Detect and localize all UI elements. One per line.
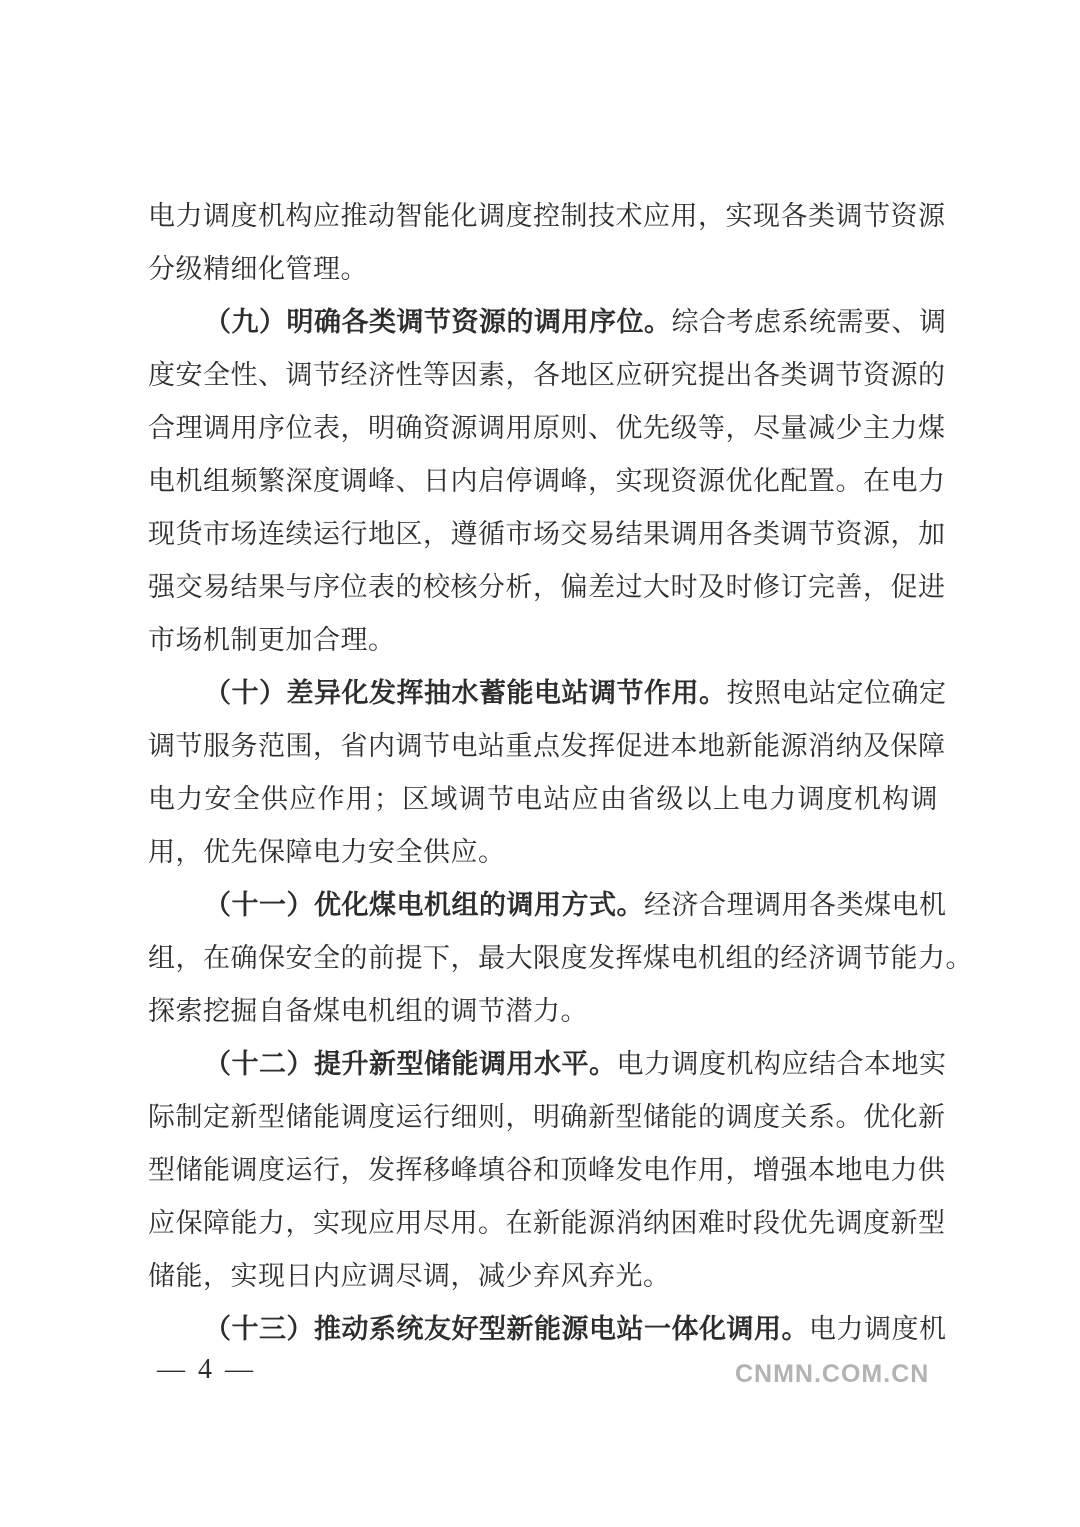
text-line [148, 508, 946, 561]
page-number: — 4 — [157, 1354, 256, 1385]
text-line [148, 402, 946, 455]
document-body [148, 190, 973, 1356]
paragraph-text: 按照电站定位确定 [726, 678, 947, 708]
paragraph-text: 调节服务范围，省内调节电站重点发挥促进本地新能源消纳及保障 [148, 731, 946, 761]
paragraph-2 [148, 667, 947, 879]
paragraph-text: 型储能调度运行，发挥移峰填谷和顶峰发电作用，增强本地电力供 [148, 1155, 946, 1185]
paragraph-text: 电力调度机构应推动智能化调度控制技术应用，实现各类调节资源 [148, 201, 946, 231]
text-line [148, 1303, 947, 1356]
paragraph-text: 分级精细化管理。 [148, 254, 368, 284]
paragraph-text: 探索挖掘自备煤电机组的调节潜力。 [148, 996, 588, 1026]
text-line [148, 1091, 946, 1144]
text-line [148, 614, 938, 667]
paragraph-text: 度安全性、调节经济性等因素，各地区应研究提出各类调节资源的 [148, 360, 946, 390]
text-line [148, 879, 947, 932]
text-line [148, 773, 938, 826]
text-line [148, 720, 946, 773]
text-line [148, 349, 946, 402]
text-line [148, 1197, 946, 1250]
text-line [148, 667, 947, 720]
paragraph-heading: （十一）优化煤电机组的调用方式。 [204, 890, 644, 920]
paragraph-text: 组，在确保安全的前提下，最大限度发挥煤电机组的经济调节能力。 [148, 943, 973, 973]
text-line [148, 243, 938, 296]
paragraph-heading: （九）明确各类调节资源的调用序位。 [204, 307, 672, 337]
paragraph-text: 应保障能力，实现应用尽用。在新能源消纳困难时段优先调度新型 [148, 1208, 946, 1238]
text-line [148, 1038, 947, 1091]
paragraph-text: 际制定新型储能调度运行细则，明确新型储能的调度关系。优化新 [148, 1102, 946, 1132]
paragraph-text: 市场机制更加合理。 [148, 625, 396, 655]
text-line [148, 932, 973, 985]
paragraph-4 [148, 1038, 947, 1303]
paragraph-text: 用，优先保障电力安全供应。 [148, 837, 506, 867]
paragraph-text: 电力调度机 [809, 1314, 947, 1344]
paragraph-5 [148, 1303, 947, 1356]
watermark: CNMN.COM.CN [735, 1360, 930, 1388]
paragraph-heading: （十三）推动系统友好型新能源电站一体化调用。 [204, 1314, 809, 1344]
text-line [148, 296, 947, 349]
text-line [148, 826, 938, 879]
text-line [148, 190, 946, 243]
paragraph-text: 强交易结果与序位表的校核分析，偏差过大时及时修订完善，促进 [148, 572, 946, 602]
text-line [148, 1144, 946, 1197]
paragraph-text: 综合考虑系统需要、调 [671, 307, 947, 337]
paragraph-text: 经济合理调用各类煤电机 [644, 890, 947, 920]
text-line [148, 455, 946, 508]
paragraph-text: 储能，实现日内应调尽调，减少弃风弃光。 [148, 1261, 671, 1291]
text-line [148, 1250, 938, 1303]
text-line [148, 985, 938, 1038]
paragraph-text: 合理调用序位表，明确资源调用原则、优先级等，尽量减少主力煤 [148, 413, 946, 443]
text-line [148, 561, 946, 614]
paragraph-heading: （十）差异化发挥抽水蓄能电站调节作用。 [204, 678, 727, 708]
paragraph-1 [148, 296, 947, 667]
paragraph-3 [148, 879, 973, 1038]
paragraph-text: 现货市场连续运行地区，遵循市场交易结果调用各类调节资源，加 [148, 519, 946, 549]
paragraph-text: 电力安全供应作用；区域调节电站应由省级以上电力调度机构调 [148, 784, 938, 814]
paragraph-0 [148, 190, 946, 296]
paragraph-heading: （十二）提升新型储能调用水平。 [204, 1049, 617, 1079]
paragraph-text: 电机组频繁深度调峰、日内启停调峰，实现资源优化配置。在电力 [148, 466, 946, 496]
paragraph-text: 电力调度机构应结合本地实 [616, 1049, 947, 1079]
